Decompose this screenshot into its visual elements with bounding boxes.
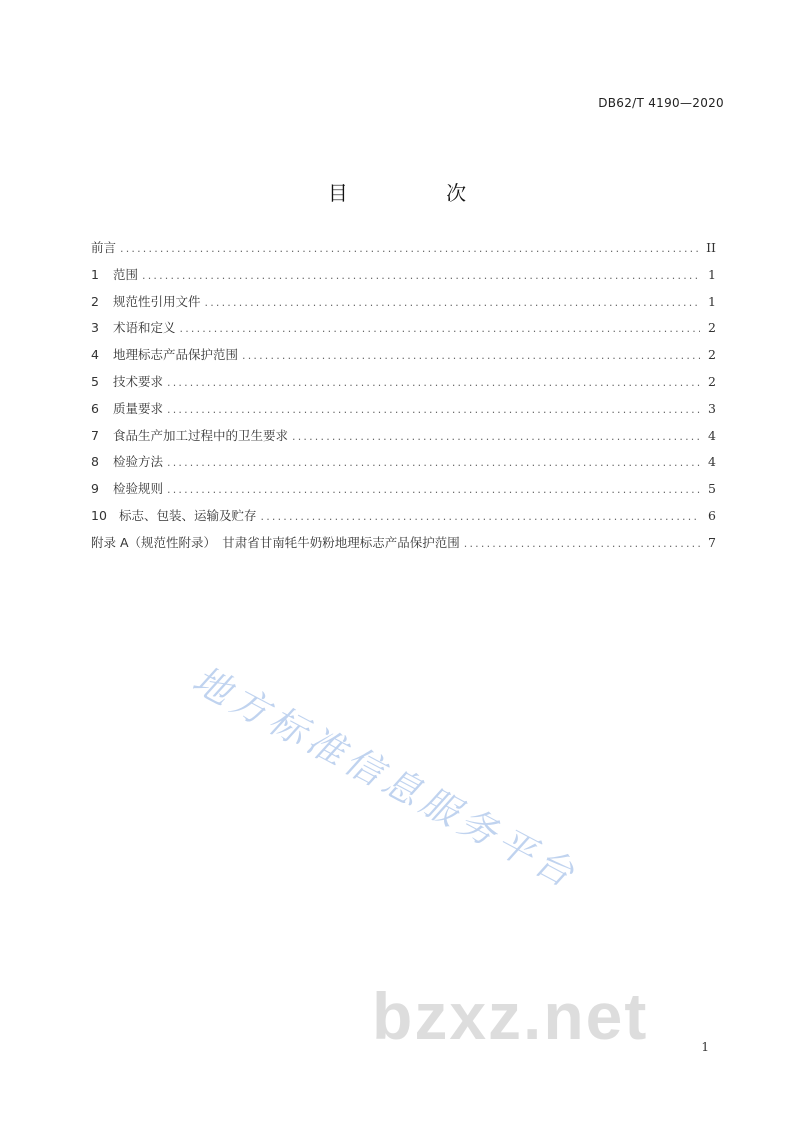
toc-leader-dots — [242, 349, 700, 362]
toc-entry-label: 地理标志产品保护范围 — [113, 347, 239, 363]
toc-leader-dots — [167, 376, 700, 389]
toc-entry-appendix-a[interactable] — [91, 533, 716, 560]
toc-entry-page: 5 — [708, 481, 716, 497]
toc-entry-page: 4 — [708, 454, 716, 470]
toc-leader-dots — [205, 296, 700, 309]
toc-entry-number: 8 — [91, 454, 99, 470]
toc-leader-dots — [261, 510, 700, 523]
toc-entry-number: 3 — [91, 320, 99, 336]
toc-leader-dots — [142, 269, 700, 282]
toc-entry-number: 1 — [91, 266, 99, 282]
toc-entry-label: 质量要求 — [113, 400, 164, 416]
toc-entry-6[interactable] — [91, 399, 716, 426]
toc-leader-dots — [292, 430, 700, 443]
toc-entry-page: 7 — [708, 534, 716, 550]
toc-entry-label: 技术要求 — [113, 373, 164, 389]
toc-leader-dots — [167, 483, 700, 496]
toc-entry-page: 3 — [708, 400, 716, 416]
toc-entry-number: 5 — [91, 373, 99, 389]
toc-entry-5[interactable] — [91, 372, 716, 399]
toc-entry-2[interactable] — [91, 292, 716, 319]
toc-entry-label: 附录 A（规范性附录） 甘肃省甘南牦牛奶粉地理标志产品保护范围 — [91, 534, 460, 550]
toc-title: 目 次 — [327, 181, 513, 205]
toc-entry-foreword[interactable] — [91, 238, 716, 265]
toc-entry-9[interactable] — [91, 479, 716, 506]
toc-entry-3[interactable] — [91, 318, 716, 345]
toc-entry-page: 2 — [708, 320, 716, 336]
toc-entry-page: 4 — [708, 427, 716, 443]
toc-entry-page: 2 — [708, 373, 716, 389]
toc-entry-page: 2 — [708, 347, 716, 363]
toc-entry-label: 食品生产加工过程中的卫生要求 — [113, 427, 289, 443]
toc-entry-label: 标志、包装、运输及贮存 — [119, 507, 257, 523]
toc-leader-dots — [167, 456, 700, 469]
watermark-english: bzxz.net — [372, 979, 649, 1053]
standard-code: DB62/T 4190—2020 — [598, 96, 724, 110]
toc-leader-dots — [120, 242, 700, 255]
toc-entry-page: II — [706, 240, 716, 255]
toc-entry-label: 规范性引用文件 — [113, 293, 201, 309]
toc-entry-7[interactable] — [91, 426, 716, 453]
toc-entry-8[interactable] — [91, 452, 716, 479]
toc-entry-page: 1 — [708, 293, 716, 309]
toc-entry-number: 6 — [91, 400, 99, 416]
toc-entry-label: 范围 — [113, 266, 139, 282]
toc-entry-10[interactable] — [91, 506, 716, 533]
toc-entry-1[interactable] — [91, 265, 716, 292]
toc-entry-label: 术语和定义 — [113, 320, 176, 336]
toc-entry-label: 检验方法 — [113, 454, 164, 470]
toc-entry-4[interactable] — [91, 345, 716, 372]
toc-entry-number: 2 — [91, 293, 99, 309]
table-of-contents — [91, 238, 716, 560]
toc-entry-label: 前言 — [91, 240, 117, 255]
toc-entry-number: 4 — [91, 347, 99, 363]
toc-entry-page: 1 — [708, 266, 716, 282]
watermark-chinese: 地方标准信息服务平台 — [185, 657, 586, 898]
toc-leader-dots — [167, 403, 700, 416]
page-number: 1 — [701, 1040, 709, 1054]
toc-entry-page: 6 — [708, 507, 716, 523]
toc-entry-number: 10 — [91, 507, 107, 523]
toc-entry-number: 7 — [91, 427, 99, 443]
toc-leader-dots — [180, 322, 700, 335]
toc-entry-number: 9 — [91, 481, 99, 497]
toc-leader-dots — [464, 537, 700, 550]
toc-entry-label: 检验规则 — [113, 481, 164, 497]
